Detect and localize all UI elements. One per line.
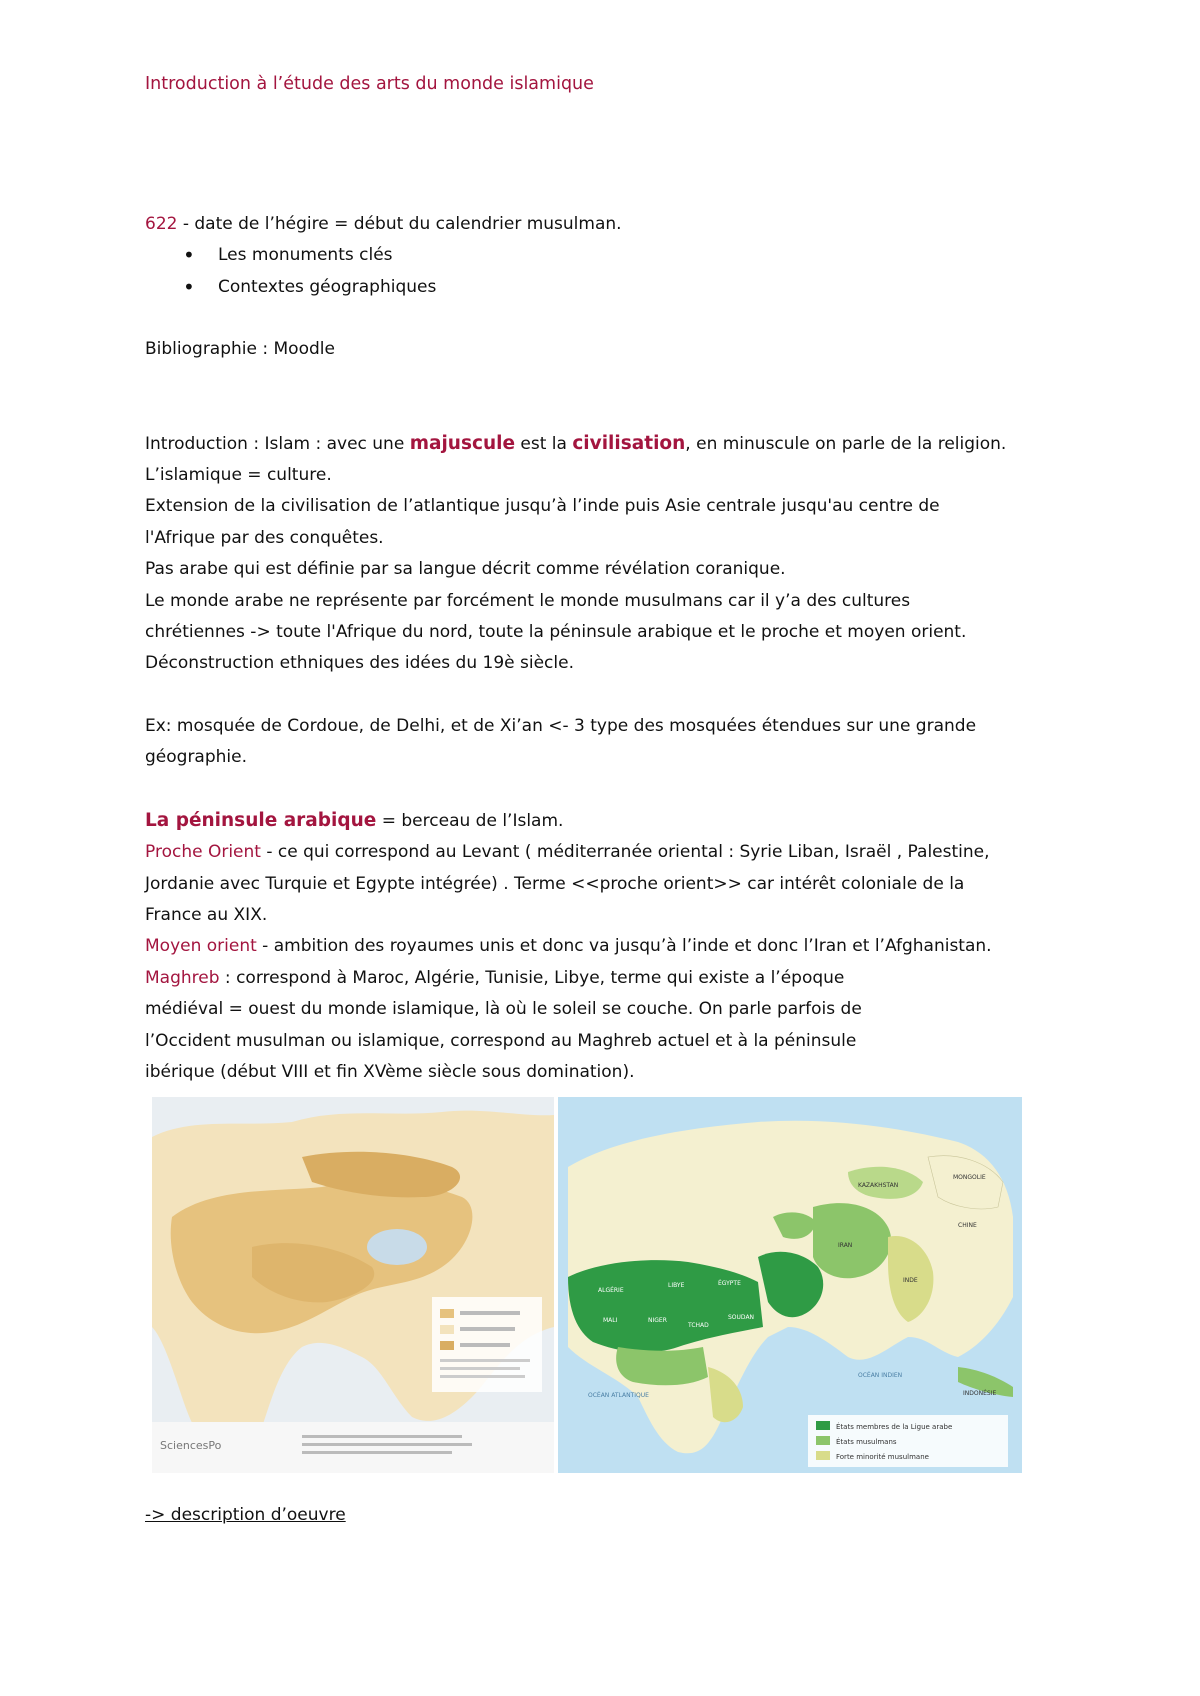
maghreb-line-2: médiéval = ouest du monde islamique, là où le soleil se couche. On parle parfois de <box>145 999 862 1020</box>
intro-text-a: Introduction : Islam : avec une <box>145 433 410 454</box>
map-label-indonesie: INDONÉSIE <box>963 1390 997 1397</box>
peninsula-title: La péninsule arabique <box>145 809 377 831</box>
legend-etats-musulmans: États musulmans <box>836 1438 897 1446</box>
maghreb-line-4: ibérique (début VIII et fin XVème siècle sous domination). <box>145 1061 635 1082</box>
moyen-orient-text: - ambition des royaumes unis et donc va jusqu’à l’inde et donc l’Iran et l’Afghanistan. <box>256 936 992 957</box>
intro-line-8: Déconstruction ethniques des idées du 19è siècle. <box>145 653 574 674</box>
legend-forte-minorite: Forte minorité musulmane <box>836 1453 929 1461</box>
map-label-egypte: ÉGYPTE <box>718 1280 741 1287</box>
proche-orient-line-3: France au XIX. <box>145 904 268 925</box>
map-label-libye: LIBYE <box>668 1282 685 1289</box>
map-label-soudan: SOUDAN <box>728 1314 755 1321</box>
map-label-mali: MALI <box>603 1317 618 1324</box>
map-label-inde: INDE <box>903 1277 918 1284</box>
map-label-ocean-atlantique: OCÉAN ATLANTIQUE <box>588 1392 649 1399</box>
bullet-list <box>145 240 1075 303</box>
intro-line-6: Le monde arabe ne représente par forcément le monde musulmans car il y’a des cultures <box>145 590 911 611</box>
legend-ligue-arabe: États membres de la Ligue arabe <box>836 1423 953 1431</box>
map-label-mongolie: MONGOLIE <box>953 1174 986 1181</box>
intro-line-2: L’islamique = culture. <box>145 465 332 486</box>
keyword-majuscule: majuscule <box>409 432 515 454</box>
proche-orient-label: Proche Orient <box>145 842 261 863</box>
maghreb-label: Maghreb <box>145 967 220 988</box>
intro-line-4: l'Afrique par des conquêtes. <box>145 527 384 548</box>
map-label-algerie: ALGÉRIE <box>598 1287 624 1294</box>
hegira-year: 622 <box>145 214 178 234</box>
map-label-kazakhstan: KAZAKHSTAN <box>858 1182 899 1189</box>
example-line-2: géographie. <box>145 747 247 768</box>
political-map-image <box>558 1097 1022 1473</box>
intro-text-e: , en minuscule on parle de la religion. <box>685 433 1007 454</box>
peninsula-heading <box>145 805 1075 837</box>
moyen-orient-line <box>145 931 1075 962</box>
intro-text-c: est la <box>515 433 573 454</box>
proche-orient-text-1: - ce qui correspond au Levant ( méditerranée oriental : Syrie Liban, Israël , Palestine, <box>260 842 990 863</box>
map-label-tchad: TCHAD <box>688 1322 709 1329</box>
maghreb-line-1 <box>145 963 1075 994</box>
maghreb-text-1: : correspond à Maroc, Algérie, Tunisie, Libye, terme qui existe a l’époque <box>219 967 845 988</box>
proche-orient-line-1 <box>145 837 1075 868</box>
example-line-1: Ex: mosquée de Cordoue, de Delhi, et de Xi’an <- 3 type des mosquées étendues sur une grande <box>145 715 977 736</box>
bullet-item-contextes: • Contextes géographiques <box>145 272 1075 303</box>
intro-line-3: Extension de la civilisation de l’atlantique jusqu’à l’inde puis Asie centrale jusqu'au centre de <box>145 496 940 517</box>
bullet-item-monuments: • Les monuments clés <box>145 240 1075 271</box>
maps-figure <box>152 1097 1022 1473</box>
description-link[interactable]: -> description d’oeuvre <box>145 1505 346 1525</box>
peninsula-title-rest: = berceau de l’Islam. <box>376 810 564 831</box>
intro-line-1 <box>145 428 1075 460</box>
proche-orient-line-2: Jordanie avec Turquie et Egypte intégrée) . Terme <<proche orient>> car intérêt coloniale de la <box>145 873 965 894</box>
map-label-iran: IRAN <box>838 1242 853 1249</box>
sciencespo-brand: SciencesPo <box>160 1439 222 1452</box>
hegira-text: - date de l’hégire = début du calendrier musulman. <box>177 214 622 234</box>
map-label-chine: CHINE <box>958 1222 977 1229</box>
document-body <box>145 209 1075 1088</box>
map-label-ocean-indien: OCÉAN INDIEN <box>858 1372 903 1379</box>
intro-line-7: chrétiennes -> toute l'Afrique du nord, toute la péninsule arabique et le proche et moyen orient. <box>145 622 967 643</box>
keyword-civilisation: civilisation <box>572 432 686 454</box>
historical-map-image <box>152 1097 554 1473</box>
page-header-title: Introduction à l’étude des arts du monde islamique <box>145 74 594 94</box>
maghreb-line-3: l’Occident musulman ou islamique, correspond au Maghreb actuel et à la péninsule <box>145 1030 857 1051</box>
hegira-line <box>145 209 1075 240</box>
intro-line-5: Pas arabe qui est définie par sa langue décrit comme révélation coranique. <box>145 559 786 580</box>
map-label-niger: NIGER <box>648 1317 667 1324</box>
bibliography-line: Bibliographie : Moodle <box>145 339 335 360</box>
moyen-orient-label: Moyen orient <box>145 936 257 957</box>
